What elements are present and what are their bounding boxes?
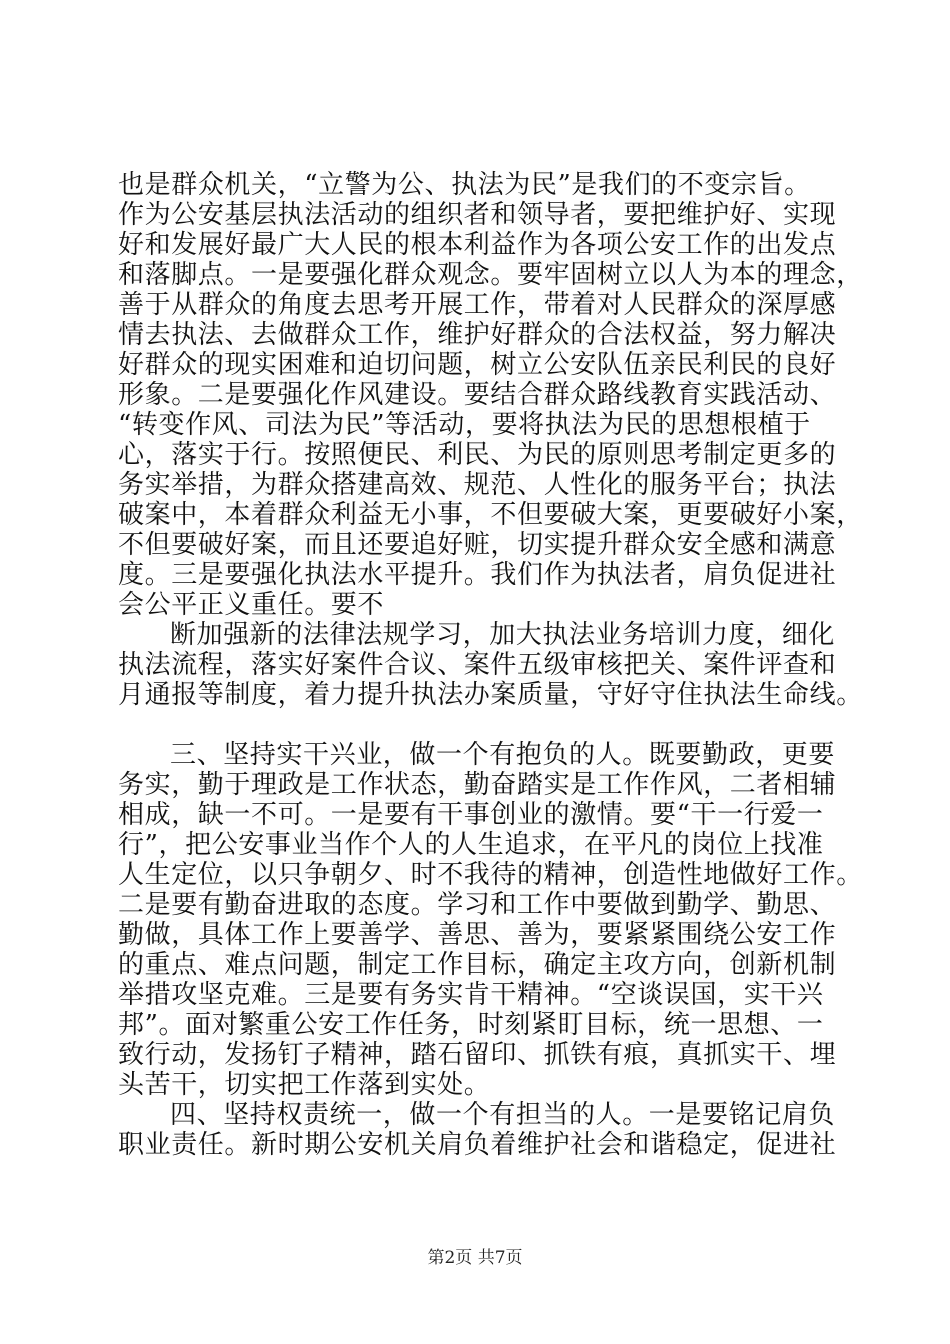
- text-line: 相成，缺一不可。一是要有干事创业的激情。要“干一行爱一: [118, 800, 824, 830]
- text-line: 情去执法、去做群众工作，维护好群众的合法权益，努力解决: [118, 320, 837, 350]
- text-line: 务实举措，为群众搭建高效、规范、人性化的服务平台；执法: [118, 470, 837, 500]
- text-line: 会公平正义重任。要不: [118, 590, 385, 620]
- page-number-footer: 第2页 共7页: [427, 1248, 523, 1268]
- paragraph-gap: [118, 710, 838, 740]
- text-line: 形象。二是要强化作风建设。要结合群众路线教育实践活动、: [118, 380, 837, 410]
- text-line: 不但要破好案，而且还要追好赃，切实提升群众安全感和满意: [118, 530, 837, 560]
- text-line: 和落脚点。一是要强化群众观念。要牢固树立以人为本的理念，: [118, 260, 863, 290]
- text-line: 务实，勤于理政是工作状态，勤奋踏实是工作作风，二者相辅: [118, 770, 837, 800]
- text-line: 度。三是要强化执法水平提升。我们作为执法者，肩负促进社: [118, 560, 837, 590]
- text-line: 执法流程，落实好案件合议、案件五级审核把关、案件评查和: [118, 650, 837, 680]
- text-line: 好和发展好最广大人民的根本利益作为各项公安工作的出发点: [118, 230, 837, 260]
- text-line: 头苦干，切实把工作落到实处。: [118, 1070, 491, 1100]
- text-line: 也是群众机关，“立警为公、执法为民”是我们的不变宗旨。: [118, 170, 811, 200]
- text-line: 心，落实于行。按照便民、利民、为民的原则思考制定更多的: [118, 440, 837, 470]
- text-line: “转变作风、司法为民”等活动，要将执法为民的思想根植于: [118, 410, 811, 440]
- text-line: 破案中，本着群众利益无小事，不但要破大案，更要破好小案，: [118, 500, 863, 530]
- section-four-heading-line: 四、坚持权责统一，做一个有担当的人。一是要铭记肩负: [170, 1100, 836, 1130]
- text-line: 邦”。面对繁重公安工作任务，时刻紧盯目标，统一思想、一: [118, 1010, 824, 1040]
- document-body: [118, 170, 863, 1160]
- paragraph-first-line: 断加强新的法律法规学习，加大执法业务培训力度，细化: [170, 620, 836, 650]
- text-line: 善于从群众的角度去思考开展工作，带着对人民群众的深厚感: [118, 290, 837, 320]
- text-line: 二是要有勤奋进取的态度。学习和工作中要做到勤学、勤思、: [118, 890, 837, 920]
- text-line: 行”，把公安事业当作个人的人生追求，在平凡的岗位上找准: [118, 830, 824, 860]
- text-line: 人生定位，以只争朝夕、时不我待的精神，创造性地做好工作。: [118, 860, 863, 890]
- text-line: 勤做，具体工作上要善学、善思、善为，要紧紧围绕公安工作: [118, 920, 837, 950]
- text-line: 职业责任。新时期公安机关肩负着维护社会和谐稳定，促进社: [118, 1130, 837, 1160]
- text-line: 好群众的现实困难和迫切问题，树立公安队伍亲民利民的良好: [118, 350, 837, 380]
- text-line: 致行动，发扬钉子精神，踏石留印、抓铁有痕，真抓实干、埋: [118, 1040, 837, 1070]
- section-three-heading-line: 三、坚持实干兴业，做一个有抱负的人。既要勤政，更要: [170, 740, 836, 770]
- text-line: 作为公安基层执法活动的组织者和领导者，要把维护好、实现: [118, 200, 837, 230]
- text-line: 月通报等制度，着力提升执法办案质量，守好守住执法生命线。: [118, 680, 863, 710]
- text-line: 的重点、难点问题，制定工作目标，确定主攻方向，创新机制: [118, 950, 837, 980]
- text-line: 举措攻坚克难。三是要有务实肯干精神。“空谈误国，实干兴: [118, 980, 824, 1010]
